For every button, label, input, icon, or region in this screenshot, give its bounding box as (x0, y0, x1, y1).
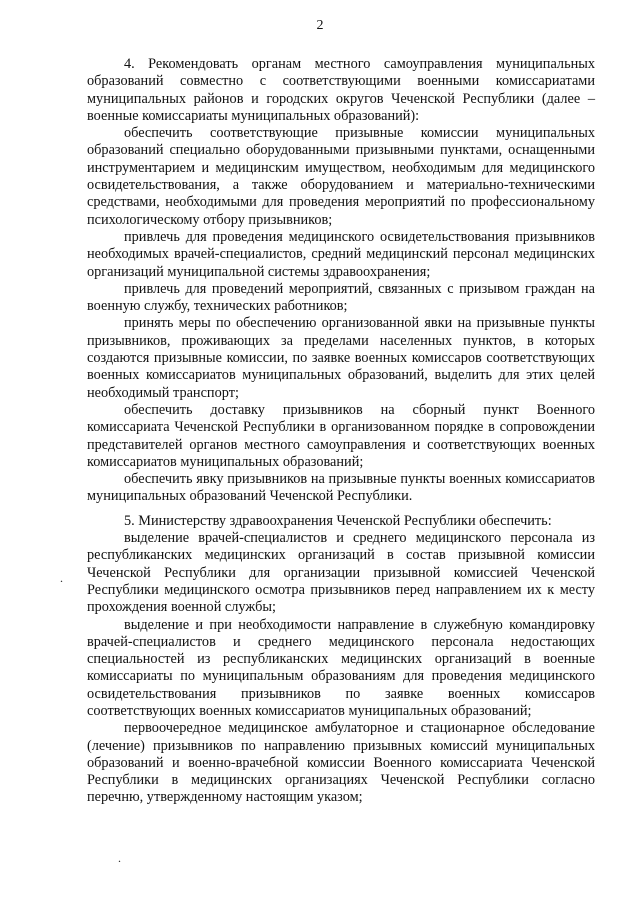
paragraph-4-item-technicians: привлечь для проведений мероприятий, связанных с призывом граждан на военную службу, технических работников; (87, 280, 595, 315)
scan-mark: . (60, 571, 63, 585)
paragraph-4-item-transport: принять меры по обеспечению организованной явки на призывные пункты призывников, проживающих за пределами населенных пунктов, в которых создаются призывные комиссии, по заявке военных комиссаров соответствующих военных комиссариатов муниципальных образований, выделить для этих целей необходимый транспорт; (87, 315, 595, 401)
paragraph-4-intro: 4. Рекомендовать органам местного самоуправления муниципальных образований совместно с соответствующими военными комиссариатами муниципальных районов и городских округов Чеченской Республики (далее – военные комиссариаты муниципальных образований): (87, 56, 595, 124)
paragraph-4-item-equip: обеспечить соответствующие призывные комиссии муниципальных образований специально оборудованными призывными пунктами, оснащенными инструментарием и медицинским имуществом, необходимым для медицинского освидетельствования, а также оборудованием и материально-техническими средствами, необходимыми для проведения мероприятий по профессиональному психологическому отбору призывников; (87, 125, 595, 228)
paragraph-5-item-specialists: выделение врачей-специалистов и среднего медицинского персонала из республиканских медицинских организаций в состав призывной комиссии Чеченской Республики для организации призывной комиссией Чеченской Республики медицинского осмотра призывников перед направлением их к месту прохождения военной службы; (87, 530, 595, 616)
scan-mark: . (118, 851, 121, 865)
paragraph-5-item-secondment: выделение и при необходимости направление в служебную командировку врачей-специалистов и среднего медицинского персонала недостающих специальностей из республиканских медицинских организаций в военные комиссариаты по муниципальным образованиям для проведения медицинского освидетельствования призывников по заявке военных комиссаров соответствующих военных комиссариатов муниципальных образований; (87, 616, 595, 719)
page-number: 2 (316, 18, 324, 33)
paragraph-4-item-attendance: обеспечить явку призывников на призывные пункты военных комиссариатов муниципальных образований Чеченской Республики. (87, 471, 595, 505)
paragraph-5-item-examination: первоочередное медицинское амбулаторное и стационарное обследование (лечение) призывников по направлению призывных комиссий муниципальных образований и военно-врачебной комиссии Военного комиссариата Чеченской Республики в медицинских организациях Чеченской Республики согласно перечню, утвержденному настоящим указом; (87, 720, 595, 806)
paragraph-4-item-delivery: обеспечить доставку призывников на сборный пункт Военного комиссариата Чеченской Республики в организованном порядке в сопровождении представителей органов местного самоуправления и соответствующих военных комиссариатов муниципальных образований; (87, 401, 595, 470)
paragraph-5-intro: 5. Министерству здравоохранения Чеченской Республики обеспечить: (124, 512, 552, 529)
document-body (87, 56, 595, 807)
paragraph-4-item-doctors: привлечь для проведения медицинского освидетельствования призывников необходимых врачей-специалистов, средний медицинский персонал медицинских организаций муниципальной системы здравоохранения; (87, 228, 595, 280)
